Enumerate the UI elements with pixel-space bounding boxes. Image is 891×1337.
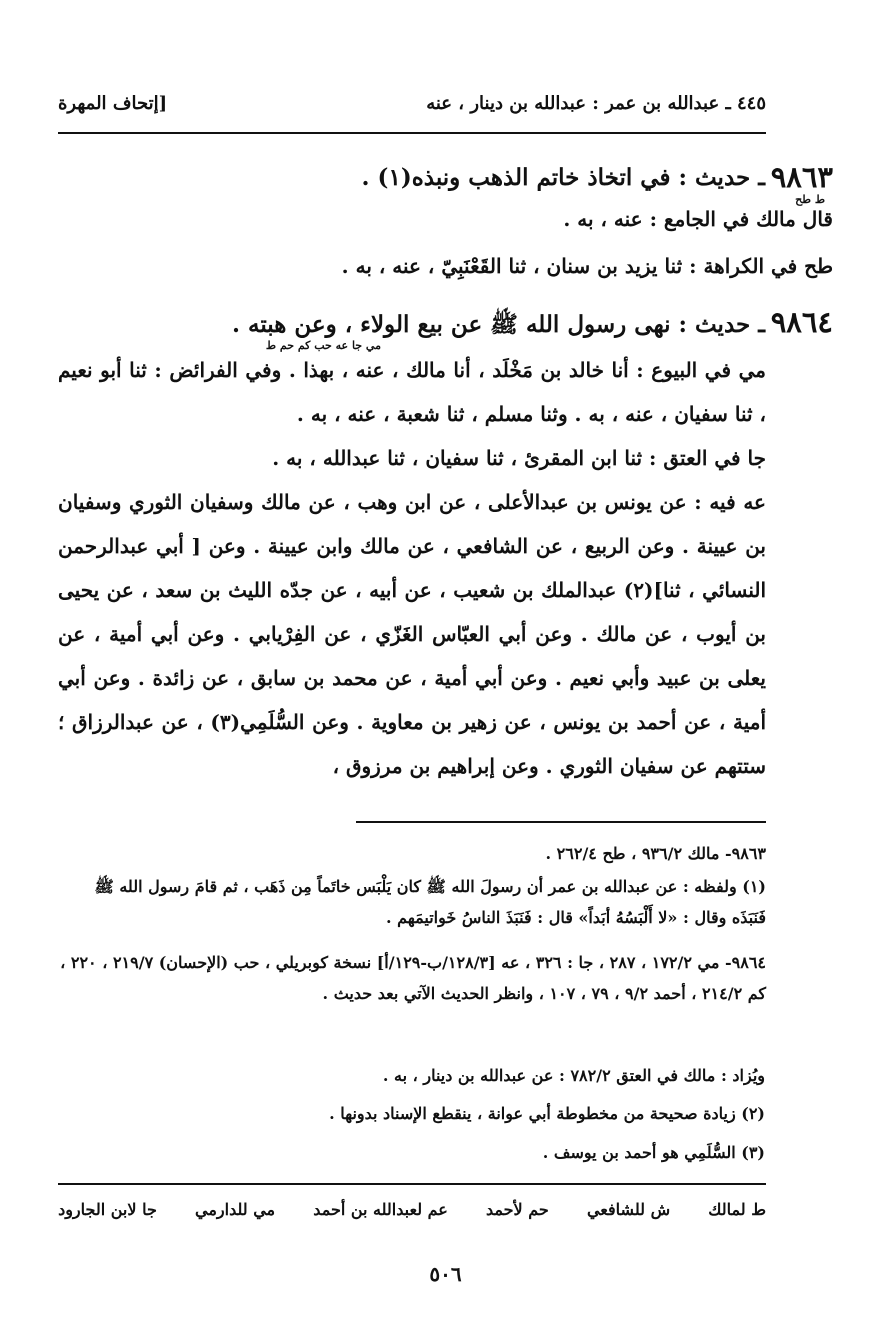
book-title: [إتحاف المهرة	[58, 92, 168, 114]
footnote-divider	[356, 821, 766, 823]
header-divider	[58, 132, 766, 134]
hadith-title-9863: ـ حديث : في اتخاذ خاتم الذهب ونبذه(١) .	[361, 164, 765, 191]
legend-item: جا لابن الجارود	[58, 1200, 157, 1219]
legend-item: ش للشافعي	[586, 1200, 671, 1219]
footnote-3: (٣) السُّلَمِي هو أحمد بن يوسف .	[542, 1143, 765, 1162]
hadith-sigla-9863: ط طح	[795, 193, 825, 206]
legend-item: ط لمالك	[708, 1200, 766, 1219]
hadith-9864-paragraph-3: عه فيه : عن يونس بن عبدالأعلى ، عن ابن وهب ، عن مالك وسفيان الثوري وسفيان بن عيينة . وعن الربيع ، عن الشافعي ، عن مالك وابن عيينة . وعن [ أبي عبدالرحمن النسائي ، ثنا](٢) عبدالملك بن شعيب ، عن أبيه ، عن جدّه الليث بن سعد ، عن يحيى بن أيوب ، عن مالك . وعن أبي العبّاس الغَزّي ، عن الفِرْيابي . وعن أبي أمية ، عن يعلى بن عبيد وأبي نعيم . وعن أبي أمية ، عن محمد بن سابق ، عن زائدة . وعن أبي أمية ، عن أحمد بن يونس ، عن زهير بن معاوية . وعن السُّلَمِي(٣) ، عن عبدالرزاق ؛ ستتهم عن سفيان الثوري . وعن إبراهيم بن مرزوق ،	[58, 490, 767, 778]
running-header	[58, 88, 766, 118]
legend-divider	[58, 1183, 766, 1185]
footnote-ref-9864: ٩٨٦٤- مي ١٧٢/٢ ، ٢٨٧ ، جا : ٣٢٦ ، عه [١٢٨/٣/ب-١٢٩/أ] نسخة كوبريلي ، حب (الإحسان) ٢١٩/٧ ، ٢٢٠ ، كم ٢١٤/٢ ، أحمد ٩/٢ ، ٧٩ ، ١٠٧ ، وانظر الحديث الآتي بعد حديث .	[60, 953, 766, 1003]
hadith-number-9864: ٩٨٦٤	[770, 305, 833, 339]
footnote-1: (١) ولفظه : عن عبدالله بن عمر أن رسولَ الله ﷺ كان يَلْبَس خاتَماً مِن ذَهَب ، ثم قامَ رسول الله ﷺ فَنَبَذَه وقال : «لا أَلْبَسُهُ أبَداً» قال : فَنَبَذَ الناسُ خَواتيمَهم .	[94, 877, 766, 927]
footnote-2: (٢) زيادة صحيحة من مخطوطة أبي عوانة ، ينقطع الإسناد بدونها .	[329, 1104, 765, 1123]
hadith-9863-line-2: طح في الكراهة : ثنا يزيد بن سنان ، ثنا القَعْنَبِيّ ، عنه ، به .	[341, 254, 833, 278]
hadith-sigla-9864: مي جا عه حب كم حم ط	[265, 339, 381, 352]
legend-item: حم لأحمد	[486, 1200, 549, 1219]
hadith-9864-paragraph-2: جا في العتق : ثنا ابن المقرئ ، ثنا سفيان ، ثنا عبدالله ، به .	[272, 446, 766, 470]
footnote-ref-9863: ٩٨٦٣- مالك ٩٣٦/٢ ، طح ٢٦٢/٤ .	[545, 844, 766, 863]
sigla-legend	[58, 1200, 766, 1219]
hadith-9864-paragraph-1: مي في البيوع : أنا خالد بن مَخْلَد ، أنا مالك ، عنه ، بهذا . وفي الفرائض : ثنا أبو نعيم ، ثنا سفيان ، عنه ، به . وثنا مسلم ، ثنا شعبة ، عنه ، به .	[58, 358, 766, 426]
footnote-extra: ويُزاد : مالك في العتق ٧٨٢/٢ : عن عبدالله بن دينار ، به .	[382, 1066, 765, 1085]
hadith-number-9863: ٩٨٦٣	[770, 160, 833, 194]
running-title: ٤٤٥ ـ عبدالله بن عمر : عبدالله بن دينار ، عنه	[426, 92, 766, 114]
page-number: ٥٠٦	[429, 1262, 462, 1286]
hadith-9863-line-1: قال مالك في الجامع : عنه ، به .	[563, 207, 833, 231]
hadith-title-9864: ـ حديث : نهى رسول الله ﷺ عن بيع الولاء ، وعن هبته .	[231, 311, 765, 338]
legend-item: مي للدارمي	[195, 1200, 276, 1219]
legend-item: عم لعبدالله بن أحمد	[313, 1200, 448, 1219]
